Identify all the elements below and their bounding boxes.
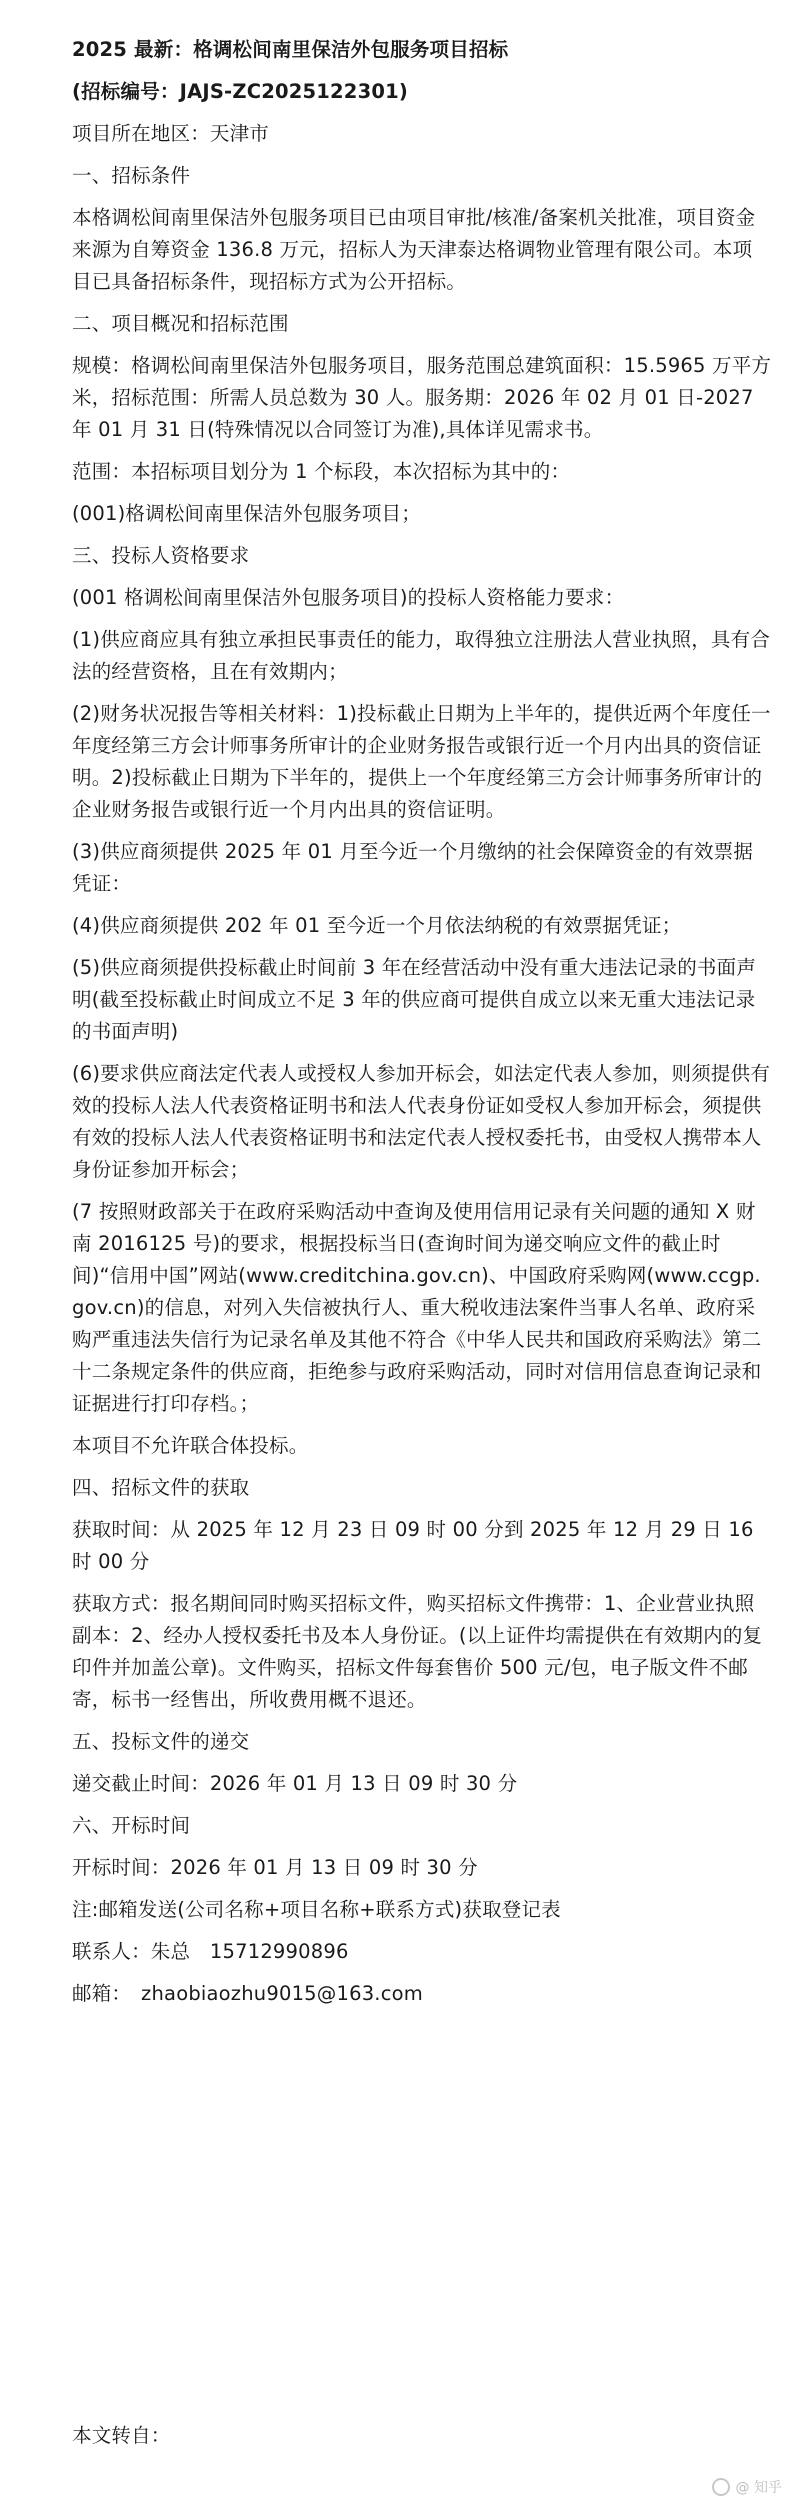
paragraph: (6)要求供应商法定代表人或授权人参加开标会，如法定代表人参加，则须提供有效的投标人法人代表资格证明书和法人代表身份证如受权人参加开标会，须提供有效的投标人法人代表资格证明书和法定代表人授权委托书，由受权人携带本人身份证参加开标会； (72, 1062, 771, 1181)
paragraph: (1)供应商应具有独立承担民事责任的能力，取得独立注册法人营业执照，具有合法的经营资格，且在有效期内； (72, 628, 771, 683)
paragraph: (招标编号：JAJS-ZC2025122301) (72, 80, 408, 103)
paragraph: (3)供应商须提供 2025 年 01 月至今近一个月缴纳的社会保障资金的有效票据凭证： (72, 840, 754, 895)
paragraph: 开标时间：2026 年 01 月 13 日 09 时 30 分 (72, 1856, 478, 1879)
paragraph: (7 按照财政部关于在政府采购活动中查询及使用信用记录有关问题的通知 X 财南 2016125 号)的要求，根据投标当日(查询时间为递交响应文件的截止时间)“信用中国”网站(www.creditchina.gov.cn)、中国政府采购网(www.ccgp.gov.cn)的信息，对列入失信被执行人、重大税收违法案件当事人名单、政府采购严重违法失信行为记录名单及其他不符合《中华人民共和国政府采购法》第二十二条规定条件的供应商，拒绝参与政府采购活动，同时对信用信息查询记录和证据进行打印存档。； (72, 1200, 762, 1415)
paragraph: 一、招标条件 (72, 164, 191, 187)
paragraph: 四、招标文件的获取 (72, 1476, 250, 1499)
paragraph: 获取方式：报名期间同时购买招标文件，购买招标文件携带：1、企业营业执照副本：2、经办人授权委托书及本人身份证。(以上证件均需提供在有效期内的复印件并加盖公章)。文件购买，招标文件每套售价 500 元/包，电子版文件不邮寄，标书一经售出，所收费用概不退还。 (72, 1592, 763, 1711)
paragraph: 项目所在地区：天津市 (72, 122, 270, 145)
paragraph: 规模：格调松间南里保洁外包服务项目，服务范围总建筑面积：15.5965 万平方米，招标范围：所需人员总数为 30 人。服务期：2026 年 02 月 01 日-2027 年 01 月 31 日(特殊情况以合同签订为准),具体详见需求书。 (72, 354, 772, 441)
paragraph: 本格调松间南里保洁外包服务项目已由项目审批/核准/备案机关批准，项目资金来源为自筹资金 136.8 万元，招标人为天津泰达格调物业管理有限公司。本项目已具备招标条件，现招标方式为公开招标。 (72, 206, 756, 293)
paragraph: (4)供应商须提供 202 年 01 至今近一个月依法纳税的有效票据凭证； (72, 914, 682, 937)
paragraph: 邮箱： zhaobiaozhu9015@163.com (72, 1982, 423, 2005)
paragraph: 范围：本招标项目划分为 1 个标段，本次招标为其中的： (72, 460, 571, 483)
paragraph: (001 格调松间南里保洁外包服务项目)的投标人资格能力要求： (72, 586, 625, 609)
paragraph: 三、投标人资格要求 (72, 544, 250, 567)
watermark-text: @ 知乎 (735, 2480, 782, 2496)
paragraph: 本项目不允许联合体投标。 (72, 1434, 309, 1457)
paragraph: 五、投标文件的递交 (72, 1730, 250, 1753)
source-footer: 本文转自： (72, 2424, 171, 2447)
watermark (712, 2477, 782, 2497)
blank-space (72, 2020, 772, 2420)
paragraph: (001)格调松间南里保洁外包服务项目； (72, 502, 421, 525)
paragraph: 递交截止时间：2026 年 01 月 13 日 09 时 30 分 (72, 1772, 518, 1795)
paragraph: 获取时间：从 2025 年 12 月 23 日 09 时 00 分到 2025 年 12 月 29 日 16 时 00 分 (72, 1518, 754, 1573)
paragraph: (2)财务状况报告等相关材料：1)投标截止日期为上半年的，提供近两个年度任一年度经第三方会计师事务所审计的企业财务报告或银行近一个月内出具的资信证明。2)投标截止日期为下半年的，提供上一个年度经第三方会计师事务所审计的企业财务报告或银行近一个月内出具的资信证明。 (72, 702, 771, 821)
paragraph: 注:邮箱发送(公司名称+项目名称+联系方式)获取登记表 (72, 1898, 561, 1921)
paragraph: 六、开标时间 (72, 1814, 191, 1837)
paragraph: 2025 最新：格调松间南里保洁外包服务项目招标 (72, 38, 509, 61)
paragraph: 二、项目概况和招标范围 (72, 312, 289, 335)
paragraph: 联系人：朱总 15712990896 (72, 1940, 349, 1963)
paragraph: (5)供应商须提供投标截止时间前 3 年在经营活动中没有重大违法记录的书面声明(截至投标截止时间成立不足 3 年的供应商可提供自成立以来无重大违法记录的书面声明) (72, 956, 757, 1043)
watermark-logo-icon (712, 2478, 730, 2496)
